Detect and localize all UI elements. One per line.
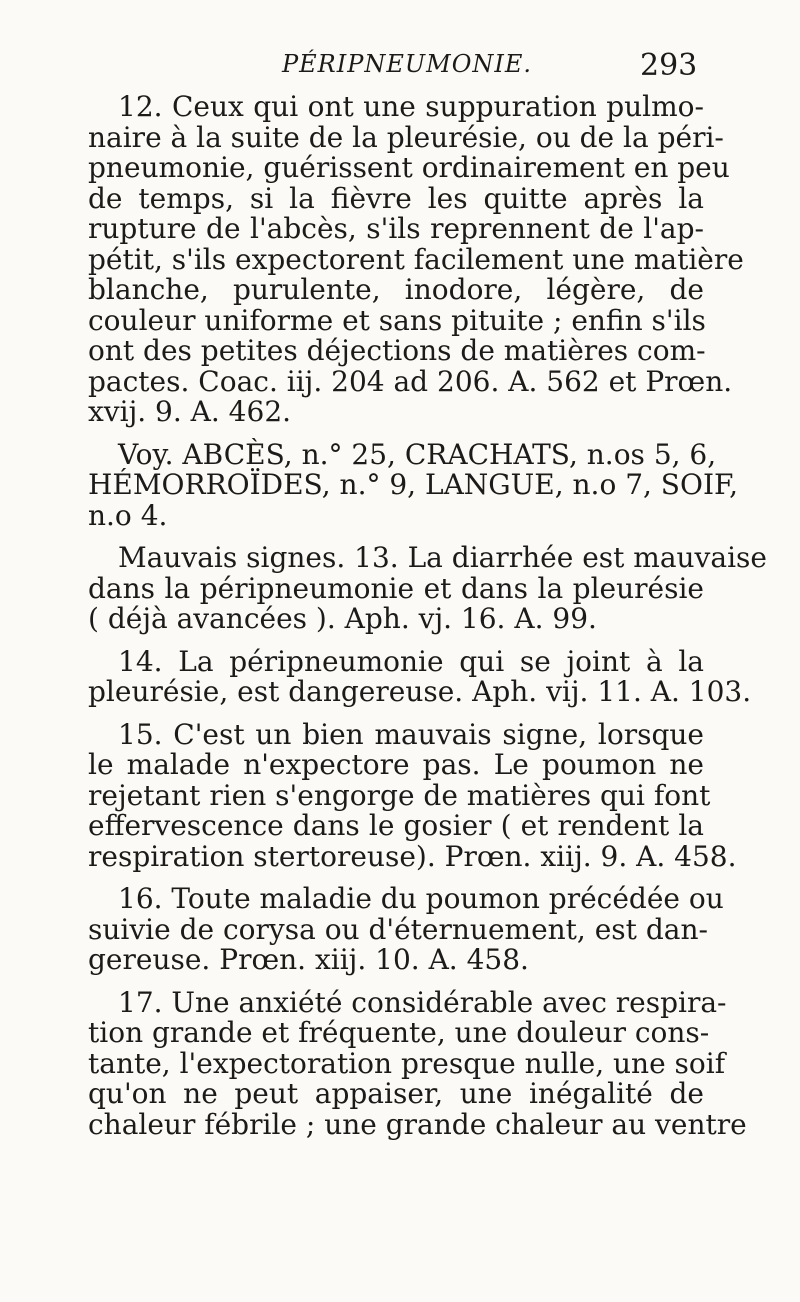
text-line: blanche, purulente, inodore, légère, de	[88, 273, 704, 306]
paragraph-12	[88, 90, 744, 428]
text-line: couleur uniforme et sans pituite ; enfin s'ils	[88, 303, 706, 337]
paragraph-13	[88, 541, 767, 635]
text-line: 17. Une anxiété considérable avec respira-	[118, 985, 727, 1019]
text-line: naire à la suite de la pleurésie, ou de la péri-	[88, 120, 724, 154]
text-line: qu'on ne peut appaiser, une inégalité de	[88, 1077, 704, 1110]
text-line: xvij. 9. A. 462.	[88, 395, 292, 428]
page-body	[88, 90, 767, 1152]
text-line: 12. Ceux qui ont une suppuration pulmo-	[118, 90, 704, 123]
text-line: rupture de l'abcès, s'ils reprennent de l'ap-	[88, 212, 704, 245]
text-line: n.o 4.	[88, 498, 168, 532]
text-line: tante, l'expectoration presque nulle, une soif	[88, 1046, 726, 1080]
paragraph-17	[88, 985, 747, 1141]
text-line: ont des petites déjections de matières com-	[88, 334, 706, 367]
text-line: pleurésie, est dangereuse. Aph. vij. 11. A. 103.	[88, 675, 752, 708]
text-line: effervescence dans le gosier ( et rendent la	[88, 809, 704, 842]
text-line: ( déjà avancées ). Aph. vj. 16. A. 99.	[88, 602, 597, 635]
text-line: rejetant rien s'engorge de matières qui font	[88, 778, 711, 812]
text-line: 14. La péripneumonie qui se joint à la	[118, 644, 704, 678]
paragraph-14	[88, 644, 752, 708]
text-line: dans la péripneumonie et dans la pleurésie	[88, 571, 704, 605]
text-line: pneumonie, guérissent ordinairement en peu	[88, 151, 730, 184]
text-line: pétit, s'ils expectorent facilement une matière	[88, 242, 744, 276]
running-title: PÉRIPNEUMONIE.	[282, 50, 532, 78]
text-line: tion grande et fréquente, une douleur cons-	[88, 1016, 710, 1049]
text-line: 15. C'est un bien mauvais signe, lorsque	[118, 717, 704, 751]
text-line: pactes. Coac. iij. 204 ad 206. A. 562 et Prœn.	[88, 364, 733, 398]
paragraph-16	[88, 882, 724, 976]
text-line: HÉMORROÏDES, n.° 9, LANGUE, n.o 7, SOIF,	[88, 468, 738, 501]
text-line: gereuse. Prœn. xiij. 10. A. 458.	[88, 943, 529, 976]
running-head	[0, 48, 800, 88]
text-line: de temps, si la fièvre les quitte après la	[88, 181, 704, 215]
paragraph-15	[88, 717, 737, 873]
text-line: Mauvais signes. 13. La diarrhée est mauvaise	[118, 541, 767, 574]
text-line: Voy. ABCÈS, n.° 25, CRACHATS, n.os 5, 6,	[118, 437, 717, 471]
text-line: respiration stertoreuse). Prœn. xiij. 9. A. 458.	[88, 839, 737, 873]
text-line: chaleur fébrile ; une grande chaleur au ventre	[88, 1107, 747, 1141]
page-number: 293	[640, 48, 698, 83]
text-line: suivie de corysa ou d'éternuement, est dan-	[88, 912, 708, 946]
text-line: le malade n'expectore pas. Le poumon ne	[88, 748, 704, 781]
paragraph-voy	[88, 437, 738, 532]
text-line: 16. Toute maladie du poumon précédée ou	[118, 882, 724, 915]
